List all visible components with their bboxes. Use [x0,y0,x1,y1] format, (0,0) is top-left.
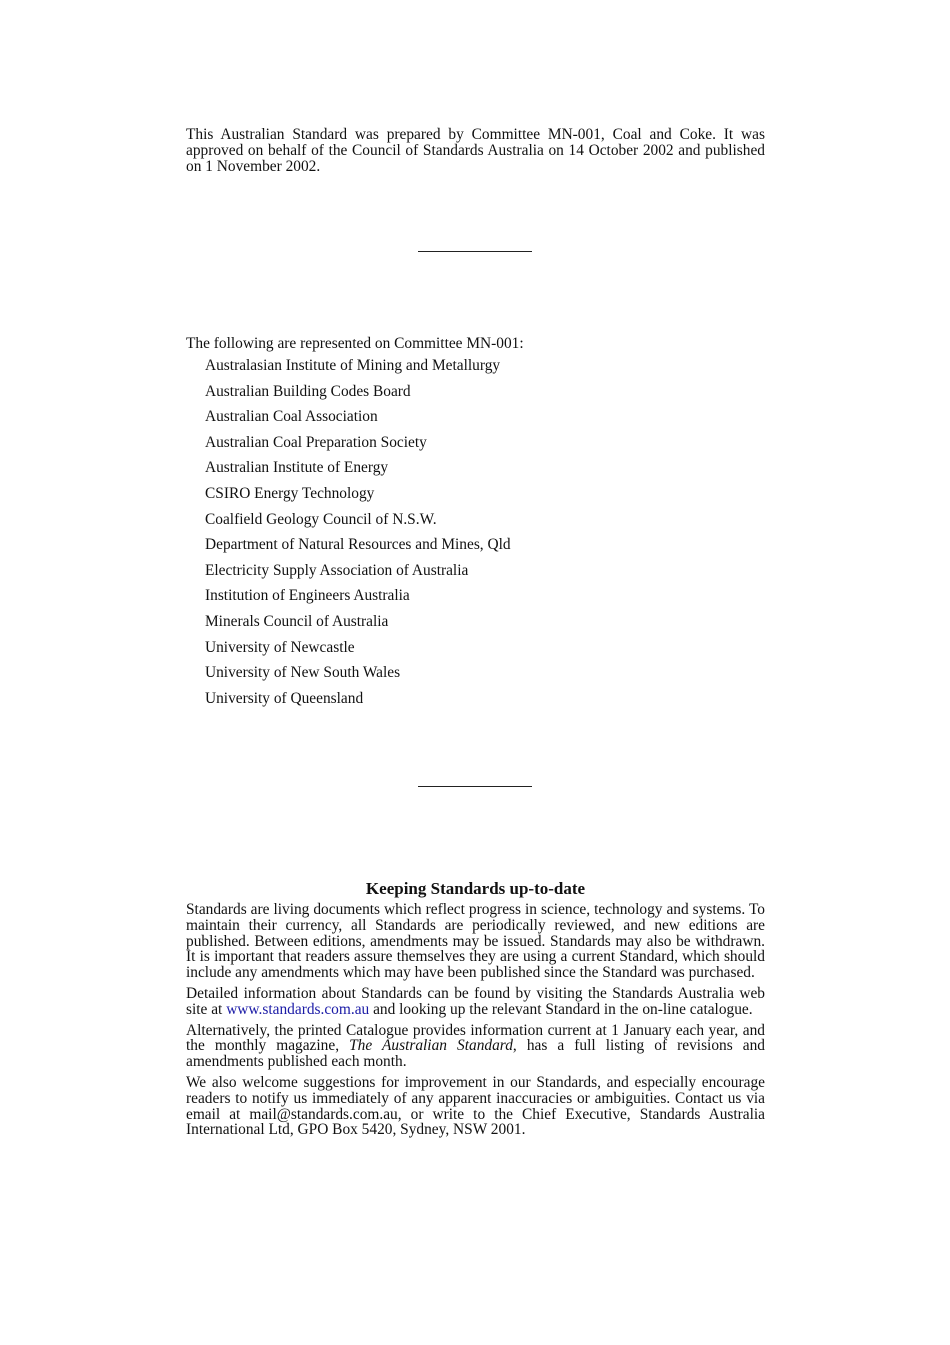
committee-member: Australasian Institute of Mining and Metallurgy [205,357,501,374]
committee-member: CSIRO Energy Technology [205,484,375,502]
keeping-standards-section [186,879,765,1143]
committee-member-list [186,353,765,711]
body-paragraph [186,986,765,1018]
committee-member: Department of Natural Resources and Mines, Qld [205,536,511,554]
magazine-title: The Australian Standard [349,1037,513,1055]
paragraph-text: , has a full listing of revisions and amendments published each month. [186,1037,766,1071]
committee-member: Australian Building Codes Board [205,382,411,400]
committee-member: Electricity Supply Association of Australia [205,561,469,579]
section-title: Keeping Standards up-to-date [365,879,586,898]
committee-member: Australian Institute of Energy [205,459,389,477]
paragraph-text: and looking up the relevant Standard in the on-line catalogue. [369,1000,753,1018]
committee-member: Minerals Council of Australia [205,612,389,630]
body-paragraph: Standards are living documents which reflect progress in science, technology and systems. To maintain their currency, all Standards are periodically reviewed, and new editions are published. Between editions, amendments may be issued. Standards may also be withdrawn. It is important that readers assure themselves they are using a current Standard, which should include any amendments which may have been published since the Standard was purchased. [186,901,765,982]
body-paragraph [186,1023,765,1070]
paragraph-text: Alternatively, the printed Catalogue provides information current at 1 January each year, and the monthly magazine, [186,1021,765,1055]
intro-paragraph: This Australian Standard was prepared by Committee MN-001, Coal and Coke. It was approved on behalf of the Council of Standards Australia on 14 October 2002 and published on 1 November 2002. [186,126,765,175]
committee-member: Australian Coal Association [205,408,378,426]
standards-website-link[interactable]: www.standards.com.au [226,1000,370,1018]
committee-section [186,335,765,711]
section-divider [418,786,532,787]
committee-member: Australian Coal Preparation Society [205,433,427,451]
committee-heading: The following are represented on Committee MN-001: [186,335,524,352]
committee-member: University of Newcastle [205,638,355,656]
committee-member: Institution of Engineers Australia [205,587,410,605]
committee-member: University of New South Wales [205,664,401,682]
committee-member: University of Queensland [205,689,364,707]
committee-member: Coalfield Geology Council of N.S.W. [205,510,437,528]
paragraph-text: Detailed information about Standards can be found by visiting the Standards Australia web site at [186,984,765,1018]
section-divider [418,251,532,252]
body-paragraph: We also welcome suggestions for improvement in our Standards, and especially encourage readers to notify us immediately of any apparent inaccuracies or ambiguities. Contact us via email at mail@standards.com.au, or write to the Chief Executive, Standards Australia International Ltd, GPO Box 5420, Sydney, NSW 2001. [186,1073,765,1139]
